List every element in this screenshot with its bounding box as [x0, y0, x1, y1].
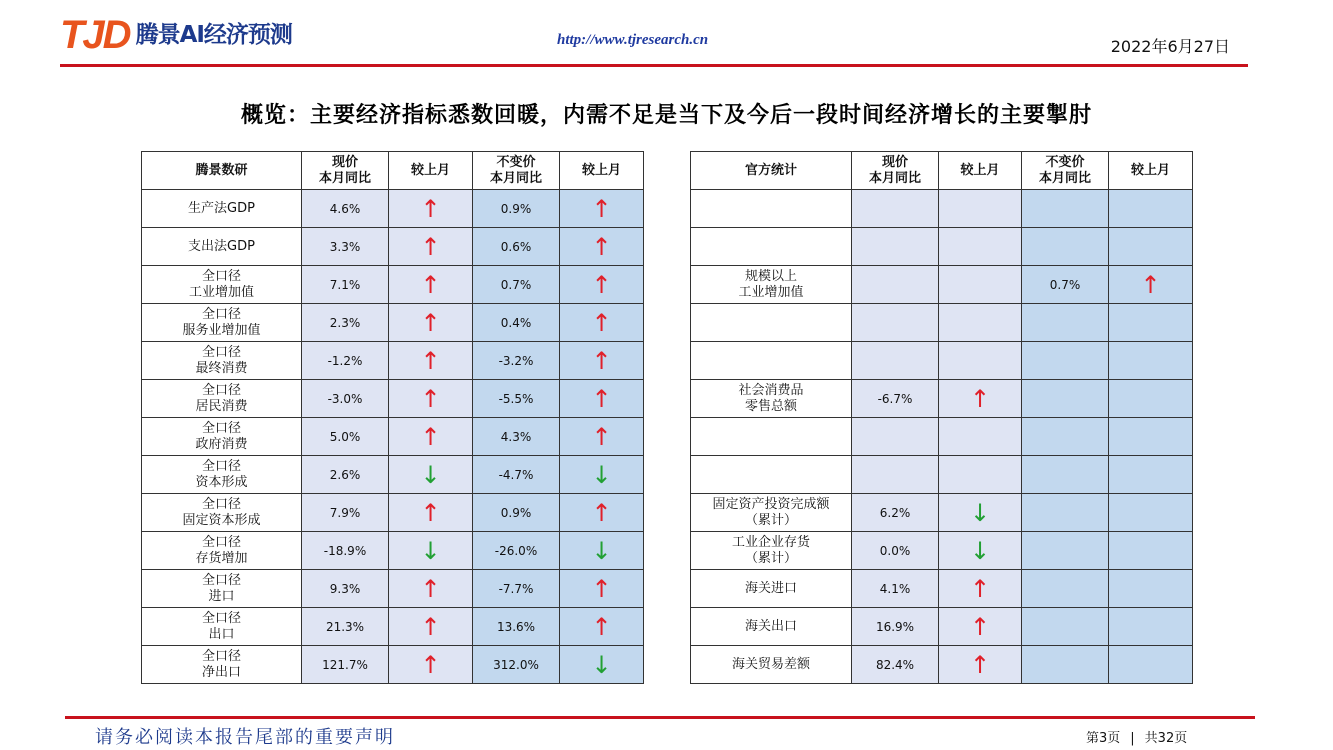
constant-trend-cell: [560, 494, 644, 532]
current-price-yoy-cell: 121.7%: [302, 646, 389, 684]
constant-trend-cell: [560, 380, 644, 418]
current-trend-cell: [389, 190, 473, 228]
indicator-name-cell: [691, 418, 852, 456]
current-price-yoy-cell: 6.2%: [852, 494, 939, 532]
table-row: [142, 190, 644, 228]
constant-trend-cell: [1109, 646, 1193, 684]
constant-trend-cell: [1109, 266, 1193, 304]
constant-trend-cell: [560, 608, 644, 646]
table-row: [142, 570, 644, 608]
current-trend-cell: [389, 380, 473, 418]
constant-trend-cell: [1109, 304, 1193, 342]
constant-price-yoy-cell: [1022, 380, 1109, 418]
arrow-up-icon: ↑: [1140, 270, 1161, 299]
table-header-row: [142, 152, 644, 190]
current-price-yoy-cell: -18.9%: [302, 532, 389, 570]
arrow-up-icon: ↑: [420, 422, 441, 451]
table-row: [691, 418, 1193, 456]
current-trend-cell: [939, 266, 1022, 304]
table-row: [691, 532, 1193, 570]
current-trend-cell: [389, 608, 473, 646]
current-trend-cell: [939, 532, 1022, 570]
constant-trend-cell: [560, 456, 644, 494]
current-trend-cell: [939, 228, 1022, 266]
table-row: [691, 380, 1193, 418]
constant-trend-cell: [560, 418, 644, 456]
arrow-up-icon: ↑: [591, 498, 612, 527]
constant-trend-cell: [1109, 418, 1193, 456]
constant-price-yoy-cell: -4.7%: [473, 456, 560, 494]
table-row: [691, 570, 1193, 608]
header-constant-mom: 较上月: [1109, 152, 1193, 190]
constant-trend-cell: [560, 190, 644, 228]
current-price-yoy-cell: 4.1%: [852, 570, 939, 608]
page-number: 第3页: [1086, 731, 1121, 746]
current-price-yoy-cell: 2.3%: [302, 304, 389, 342]
current-price-yoy-cell: 82.4%: [852, 646, 939, 684]
constant-trend-cell: [560, 304, 644, 342]
current-price-yoy-cell: -6.7%: [852, 380, 939, 418]
arrow-up-icon: ↑: [420, 384, 441, 413]
current-price-yoy-cell: 16.9%: [852, 608, 939, 646]
header-divider: [60, 64, 1248, 67]
arrow-down-icon: ↓: [420, 536, 441, 565]
current-trend-cell: [939, 608, 1022, 646]
constant-trend-cell: [560, 342, 644, 380]
table-row: [142, 456, 644, 494]
current-trend-cell: [939, 494, 1022, 532]
indicator-name-cell: 海关贸易差额: [691, 646, 852, 684]
constant-price-yoy-cell: -3.2%: [473, 342, 560, 380]
constant-price-yoy-cell: 13.6%: [473, 608, 560, 646]
arrow-down-icon: ↓: [591, 650, 612, 679]
table-row: [142, 342, 644, 380]
indicator-name-cell: 支出法GDP: [142, 228, 302, 266]
current-price-yoy-cell: 2.6%: [302, 456, 389, 494]
constant-price-yoy-cell: [1022, 570, 1109, 608]
constant-trend-cell: [560, 266, 644, 304]
current-trend-cell: [389, 266, 473, 304]
current-price-yoy-cell: [852, 342, 939, 380]
current-price-yoy-cell: [852, 304, 939, 342]
header-constant-mom: 较上月: [560, 152, 644, 190]
table-row: [691, 494, 1193, 532]
constant-trend-cell: [1109, 190, 1193, 228]
company-logo: [60, 14, 292, 56]
table-row: [691, 456, 1193, 494]
table-row: [691, 608, 1193, 646]
current-price-yoy-cell: [852, 266, 939, 304]
current-trend-cell: [939, 380, 1022, 418]
indicator-name-cell: 全口径 工业增加值: [142, 266, 302, 304]
arrow-up-icon: ↑: [420, 270, 441, 299]
current-price-yoy-cell: [852, 190, 939, 228]
arrow-up-icon: ↑: [420, 194, 441, 223]
current-trend-cell: [939, 570, 1022, 608]
header-name: 官方统计: [691, 152, 852, 190]
arrow-up-icon: ↑: [591, 384, 612, 413]
header-current-mom: 较上月: [939, 152, 1022, 190]
arrow-up-icon: ↑: [420, 650, 441, 679]
arrow-up-icon: ↑: [420, 574, 441, 603]
arrow-up-icon: ↑: [969, 612, 991, 641]
table-row: [691, 342, 1193, 380]
current-trend-cell: [939, 456, 1022, 494]
current-price-yoy-cell: 7.9%: [302, 494, 389, 532]
footer-divider: [65, 716, 1255, 719]
table-row: [142, 646, 644, 684]
current-trend-cell: [939, 190, 1022, 228]
report-date: 2022年6月27日: [1110, 37, 1230, 56]
arrow-up-icon: ↑: [591, 270, 612, 299]
current-price-yoy-cell: 9.3%: [302, 570, 389, 608]
indicator-name-cell: 社会消费品 零售总额: [691, 380, 852, 418]
arrow-down-icon: ↓: [420, 460, 441, 489]
constant-trend-cell: [1109, 494, 1193, 532]
disclaimer-text: 请务必阅读本报告尾部的重要声明: [95, 727, 395, 748]
arrow-up-icon: ↑: [591, 232, 612, 261]
table-row: [142, 380, 644, 418]
constant-trend-cell: [560, 228, 644, 266]
arrow-down-icon: ↓: [591, 536, 612, 565]
header-name: 腾景数研: [142, 152, 302, 190]
arrow-up-icon: ↑: [969, 650, 991, 679]
table-row: [142, 532, 644, 570]
current-price-yoy-cell: 5.0%: [302, 418, 389, 456]
constant-price-yoy-cell: 312.0%: [473, 646, 560, 684]
current-trend-cell: [389, 228, 473, 266]
arrow-up-icon: ↑: [420, 346, 441, 375]
website-url[interactable]: http://www.tjresearch.cn: [557, 32, 709, 48]
constant-price-yoy-cell: [1022, 228, 1109, 266]
logo-mark: TJD: [60, 13, 130, 57]
current-trend-cell: [389, 456, 473, 494]
arrow-down-icon: ↓: [591, 460, 612, 489]
indicator-name-cell: 全口径 出口: [142, 608, 302, 646]
current-price-yoy-cell: [852, 418, 939, 456]
constant-price-yoy-cell: -26.0%: [473, 532, 560, 570]
indicator-name-cell: 海关出口: [691, 608, 852, 646]
table-row: [142, 418, 644, 456]
constant-trend-cell: [560, 570, 644, 608]
indicator-name-cell: 全口径 资本形成: [142, 456, 302, 494]
current-price-yoy-cell: 0.0%: [852, 532, 939, 570]
current-trend-cell: [939, 304, 1022, 342]
constant-trend-cell: [1109, 570, 1193, 608]
current-trend-cell: [389, 418, 473, 456]
constant-price-yoy-cell: [1022, 304, 1109, 342]
indicator-name-cell: 全口径 进口: [142, 570, 302, 608]
current-trend-cell: [389, 494, 473, 532]
table-header-row: [691, 152, 1193, 190]
constant-price-yoy-cell: [1022, 342, 1109, 380]
constant-price-yoy-cell: 0.9%: [473, 190, 560, 228]
arrow-up-icon: ↑: [969, 574, 991, 603]
indicator-name-cell: 海关进口: [691, 570, 852, 608]
table-tengjing: [141, 151, 644, 684]
arrow-up-icon: ↑: [420, 232, 441, 261]
constant-price-yoy-cell: -7.7%: [473, 570, 560, 608]
indicator-name-cell: [691, 304, 852, 342]
constant-trend-cell: [1109, 608, 1193, 646]
header-current-mom: 较上月: [389, 152, 473, 190]
current-trend-cell: [939, 342, 1022, 380]
current-price-yoy-cell: 21.3%: [302, 608, 389, 646]
indicator-name-cell: [691, 228, 852, 266]
table-row: [691, 190, 1193, 228]
arrow-down-icon: ↓: [969, 498, 991, 527]
constant-price-yoy-cell: 0.4%: [473, 304, 560, 342]
current-trend-cell: [939, 646, 1022, 684]
header-constant-yoy: 不变价 本月同比: [1022, 152, 1109, 190]
arrow-up-icon: ↑: [591, 612, 612, 641]
constant-trend-cell: [1109, 342, 1193, 380]
current-price-yoy-cell: 3.3%: [302, 228, 389, 266]
indicator-name-cell: 全口径 净出口: [142, 646, 302, 684]
constant-trend-cell: [1109, 456, 1193, 494]
arrow-up-icon: ↑: [420, 498, 441, 527]
page-total: 共32页: [1144, 731, 1188, 746]
table-row: [142, 608, 644, 646]
indicator-name-cell: 全口径 居民消费: [142, 380, 302, 418]
current-price-yoy-cell: -1.2%: [302, 342, 389, 380]
indicator-name-cell: 生产法GDP: [142, 190, 302, 228]
header-current-yoy: 现价 本月同比: [302, 152, 389, 190]
constant-price-yoy-cell: [1022, 418, 1109, 456]
indicator-name-cell: 全口径 固定资本形成: [142, 494, 302, 532]
indicator-name-cell: 规模以上 工业增加值: [691, 266, 852, 304]
constant-price-yoy-cell: 0.6%: [473, 228, 560, 266]
current-price-yoy-cell: [852, 228, 939, 266]
constant-price-yoy-cell: [1022, 456, 1109, 494]
constant-price-yoy-cell: 0.7%: [473, 266, 560, 304]
table-row: [691, 228, 1193, 266]
current-price-yoy-cell: [852, 456, 939, 494]
arrow-up-icon: ↑: [591, 346, 612, 375]
table-row: [142, 228, 644, 266]
arrow-up-icon: ↑: [969, 384, 991, 413]
constant-trend-cell: [1109, 228, 1193, 266]
indicator-name-cell: [691, 342, 852, 380]
arrow-up-icon: ↑: [420, 612, 441, 641]
table-row: [142, 266, 644, 304]
table-row: [691, 304, 1193, 342]
indicator-name-cell: [691, 456, 852, 494]
current-trend-cell: [389, 304, 473, 342]
constant-trend-cell: [560, 646, 644, 684]
arrow-up-icon: ↑: [591, 574, 612, 603]
indicator-name-cell: 固定资产投资完成额 （累计）: [691, 494, 852, 532]
page-indicator: [1086, 727, 1187, 746]
logo-text: 腾景AI经济预测: [135, 22, 292, 48]
table-row: [691, 266, 1193, 304]
current-price-yoy-cell: 7.1%: [302, 266, 389, 304]
constant-trend-cell: [1109, 380, 1193, 418]
constant-price-yoy-cell: 0.7%: [1022, 266, 1109, 304]
page-separator: |: [1130, 731, 1135, 746]
indicator-name-cell: 全口径 政府消费: [142, 418, 302, 456]
current-price-yoy-cell: 4.6%: [302, 190, 389, 228]
arrow-up-icon: ↑: [591, 308, 612, 337]
table-row: [142, 304, 644, 342]
indicator-name-cell: 全口径 最终消费: [142, 342, 302, 380]
constant-price-yoy-cell: [1022, 532, 1109, 570]
current-trend-cell: [389, 532, 473, 570]
constant-trend-cell: [1109, 532, 1193, 570]
arrow-up-icon: ↑: [591, 422, 612, 451]
current-price-yoy-cell: -3.0%: [302, 380, 389, 418]
table-row: [142, 494, 644, 532]
indicator-name-cell: 全口径 存货增加: [142, 532, 302, 570]
constant-price-yoy-cell: 0.9%: [473, 494, 560, 532]
current-trend-cell: [389, 570, 473, 608]
indicator-name-cell: [691, 190, 852, 228]
constant-price-yoy-cell: [1022, 190, 1109, 228]
current-trend-cell: [389, 646, 473, 684]
constant-price-yoy-cell: 4.3%: [473, 418, 560, 456]
header-constant-yoy: 不变价 本月同比: [473, 152, 560, 190]
constant-price-yoy-cell: -5.5%: [473, 380, 560, 418]
constant-price-yoy-cell: [1022, 494, 1109, 532]
page-title: 概览：主要经济指标悉数回暖，内需不足是当下及今后一段时间经济增长的主要掣肘: [240, 103, 1092, 128]
arrow-up-icon: ↑: [591, 194, 612, 223]
arrow-up-icon: ↑: [420, 308, 441, 337]
table-official: [690, 151, 1193, 684]
constant-trend-cell: [560, 532, 644, 570]
indicator-name-cell: 全口径 服务业增加值: [142, 304, 302, 342]
indicator-name-cell: 工业企业存货 （累计）: [691, 532, 852, 570]
table-row: [691, 646, 1193, 684]
arrow-down-icon: ↓: [969, 536, 991, 565]
current-trend-cell: [939, 418, 1022, 456]
constant-price-yoy-cell: [1022, 646, 1109, 684]
header-current-yoy: 现价 本月同比: [852, 152, 939, 190]
constant-price-yoy-cell: [1022, 608, 1109, 646]
current-trend-cell: [389, 342, 473, 380]
